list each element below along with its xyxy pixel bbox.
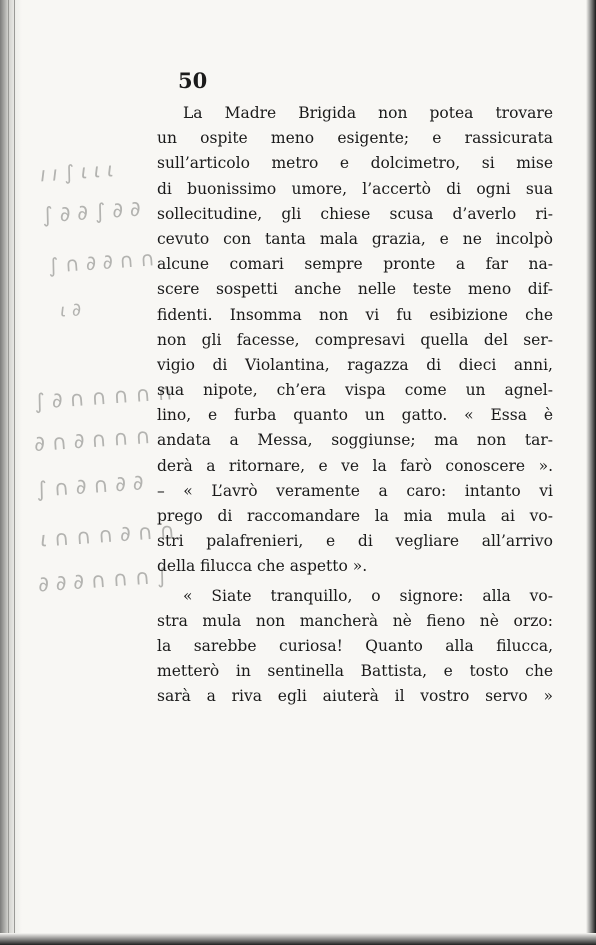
- text-line: cevuto con tanta mala grazia, e ne incolpò: [157, 229, 553, 248]
- text-line: stri palafrenieri, e di vegliare all’arrivo: [157, 532, 553, 551]
- page-body-text: [157, 101, 553, 710]
- text-line: sarà a riva egli aiuterà il vostro servo »: [157, 687, 553, 706]
- pencil-marginalia: ∫ ∂ ∂ ∫ ∂ ∂: [41, 196, 142, 228]
- text-line: sollecitudine, gli chiese scusa d’averlo ri-: [157, 204, 553, 223]
- text-line: La Madre Brigida non potea trovare: [183, 104, 553, 122]
- text-line: stra mula non mancherà nè fieno nè orzo:: [157, 611, 553, 630]
- text-line: la sarebbe curiosa! Quanto alla filucca,: [157, 636, 553, 655]
- page-number: 50: [178, 68, 208, 93]
- text-line: un ospite meno esigente; e rassicurata: [157, 129, 553, 148]
- page-right-edge: [586, 0, 596, 945]
- text-line: « Siate tranquillo, o signore: alla vo-: [183, 586, 553, 605]
- pencil-marginalia: ι ∂: [59, 299, 82, 322]
- pencil-marginalia: ı ı ∫ ι ι ι: [35, 157, 115, 187]
- text-line: fidenti. Insomma non vi fu esibizione che: [157, 305, 553, 324]
- binding-line: [8, 0, 9, 945]
- text-line: metterò in sentinella Battista, e tosto che: [157, 662, 553, 681]
- text-line: alcune comari sempre pronte a far na-: [157, 255, 553, 274]
- pencil-marginalia: ∂ ∩ ∂ ∩ ∩ ∩: [33, 423, 152, 457]
- pencil-marginalia: ∂ ∂ ∂ ∩ ∩ ∩ ∫: [37, 563, 169, 597]
- text-line: prego di raccomandare la mia mula ai vo-: [157, 507, 553, 525]
- text-line: – « L’avrò veramente a caro: intanto vi: [157, 481, 553, 500]
- text-line: sull’articolo metro e dolcimetro, si mise: [157, 154, 553, 173]
- text-line: di buonissimo umore, l’accertò di ogni sua: [157, 179, 553, 198]
- pencil-marginalia: ι ∩ ∩ ∩ ∂ ∩ ∩: [39, 518, 176, 552]
- text-line: scere sospetti anche nelle teste meno dif-: [157, 280, 553, 299]
- pencil-marginalia: ∫ ∩ ∂ ∂ ∩ ∩: [47, 246, 156, 278]
- page-binding-shadow: [0, 0, 22, 945]
- text-line: vigio di Violantina, ragazza di dieci anni,: [157, 355, 553, 374]
- text-line: della filucca che aspetto ».: [157, 557, 368, 576]
- pencil-marginalia: ∫ ∂ ∩ ∩ ∩ ∩ ∩: [33, 380, 174, 414]
- text-line: non gli facesse, compresavi quella del ser-: [157, 330, 553, 349]
- text-line: derà a ritornare, e ve la farò conoscere ».: [157, 456, 553, 475]
- text-line: lino, e furba quanto un gatto. « Essa è: [157, 406, 553, 425]
- pencil-marginalia: ∫ ∩ ∂ ∩ ∂ ∂: [35, 470, 145, 502]
- text-line: andata a Messa, soggiunse; ma non tar-: [157, 431, 553, 450]
- binding-line: [14, 0, 15, 945]
- page-bottom-edge: [0, 933, 596, 945]
- text-line: sua nipote, ch’era vispa come un agnel-: [157, 381, 553, 400]
